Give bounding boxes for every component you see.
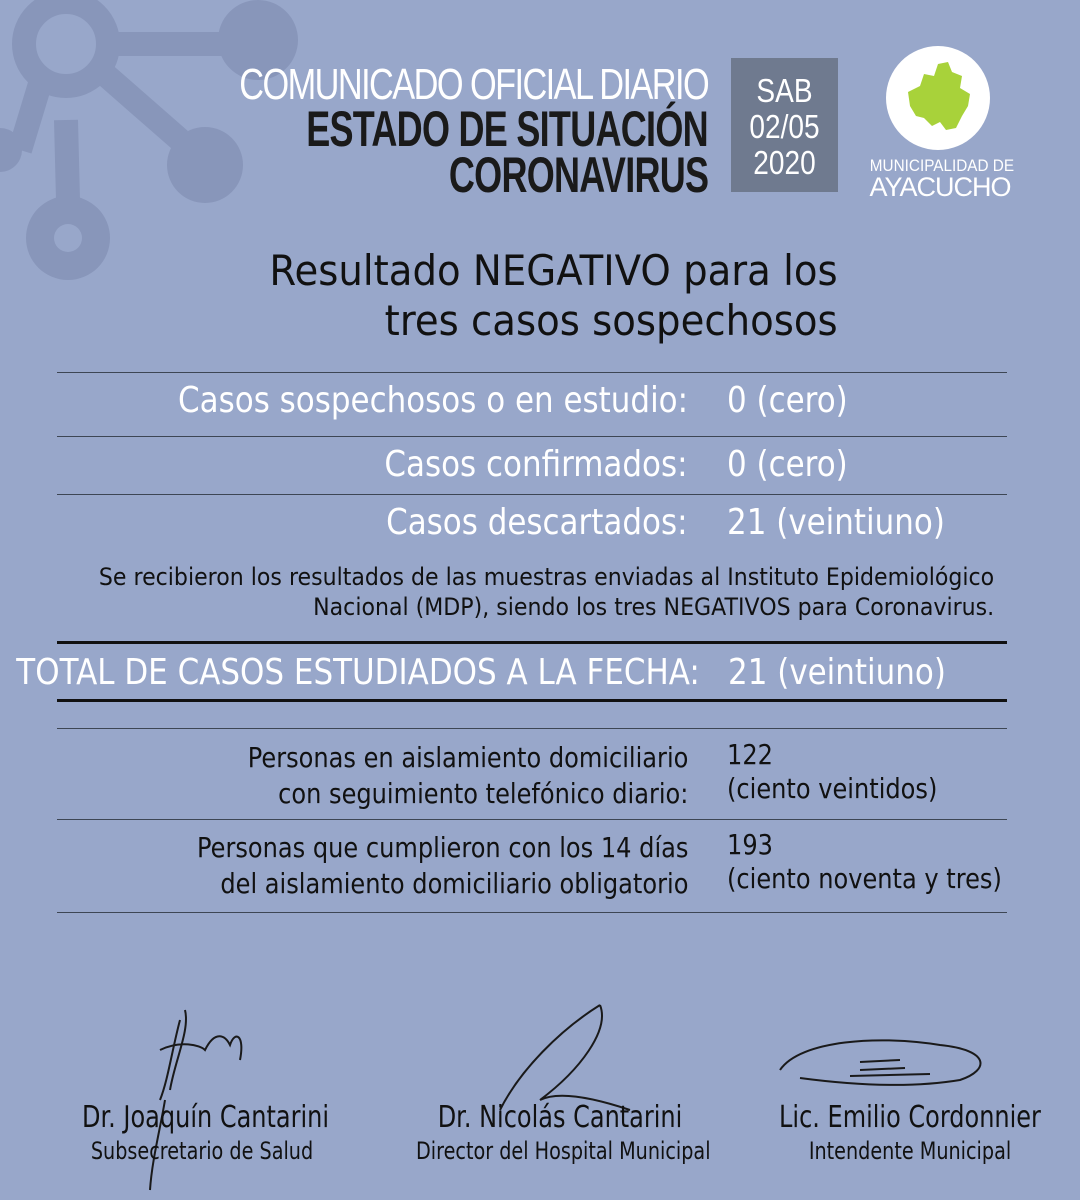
header-line-1: COMUNICADO OFICIAL DIARIO [239,60,708,109]
isolation-value-number: 122 [727,738,773,771]
header-line-3: CORONAVIRUS [448,147,708,203]
discarded-cases-value: 21 (veintiuno) [727,502,945,543]
divider-thick [57,699,1007,702]
signature-block-1 [52,1100,352,1165]
divider [57,372,1007,373]
logo-text-municipalidad: MUNICIPALIDAD DE [869,156,1015,175]
completed-isolation-value [727,828,1002,896]
date-year: 2020 [753,144,816,181]
completed-isolation-label-line-1: Personas que cumplieron con los 14 días [196,831,688,864]
completed-isolation-value-words: (ciento noventa y tres) [727,862,1002,895]
completed-isolation-label [197,830,688,902]
divider [57,436,1007,437]
isolation-label-line-2: con seguimiento telefónico diario: [277,777,688,810]
discarded-cases-label: Casos descartados: [386,502,688,543]
total-value: 21 (veintiuno) [728,652,946,693]
signer-name: Dr. Nicolás Cantarini [437,1100,683,1135]
divider [57,912,1007,913]
signature-block-2 [380,1100,740,1165]
isolation-label-line-1: Personas en aislamiento domiciliario [247,741,688,774]
signer-role: Subsecretario de Salud [90,1137,314,1165]
signature-emilio [780,1040,980,1085]
total-label: TOTAL DE CASOS ESTUDIADOS A LA FECHA: [16,652,700,693]
headline [270,246,838,346]
ayacucho-map-icon [886,46,990,150]
isolation-value [727,738,937,806]
isolation-value-words: (ciento veintidos) [727,772,938,805]
headline-line-2: tres casos sospechosos [385,296,838,345]
results-note [99,562,994,622]
signer-role: Intendente Municipal [808,1137,1012,1165]
signer-name: Lic. Emilio Cordonnier [779,1100,1041,1135]
divider [57,494,1007,495]
signature-nicolas [500,1005,630,1110]
signer-name: Dr. Joaquín Cantarini [82,1100,330,1135]
results-note-line-2: Nacional (MDP), siendo los tres NEGATIVOS para Coronavirus. [312,593,994,621]
municipality-logo [886,46,990,150]
divider [57,728,1007,729]
confirmed-cases-value: 0 (cero) [727,444,848,485]
date-day-month: 02/05 [749,108,820,145]
header-line-2: ESTADO DE SITUACIÓN [306,101,708,157]
isolation-label [247,740,688,812]
divider-thick [57,641,1007,644]
results-note-line-1: Se recibieron los resultados de las muestras enviadas al Instituto Epidemiológico [98,563,994,591]
completed-isolation-value-number: 193 [727,828,773,861]
suspected-cases-label: Casos sospechosos o en estudio: [177,380,688,421]
confirmed-cases-label: Casos confirmados: [384,444,688,485]
completed-isolation-label-line-2: del aislamiento domiciliario obligatorio [219,867,688,900]
headline-line-1: Resultado NEGATIVO para los [269,246,838,295]
date-badge [731,58,838,192]
logo-text-ayacucho: AYACUCHO [869,172,1011,202]
date-day: SAB [756,72,813,109]
suspected-cases-value: 0 (cero) [727,380,848,421]
handwritten-signatures [0,990,1080,1200]
signature-block-3 [740,1100,1080,1165]
divider [57,819,1007,820]
signer-role: Director del Hospital Municipal [416,1137,711,1165]
